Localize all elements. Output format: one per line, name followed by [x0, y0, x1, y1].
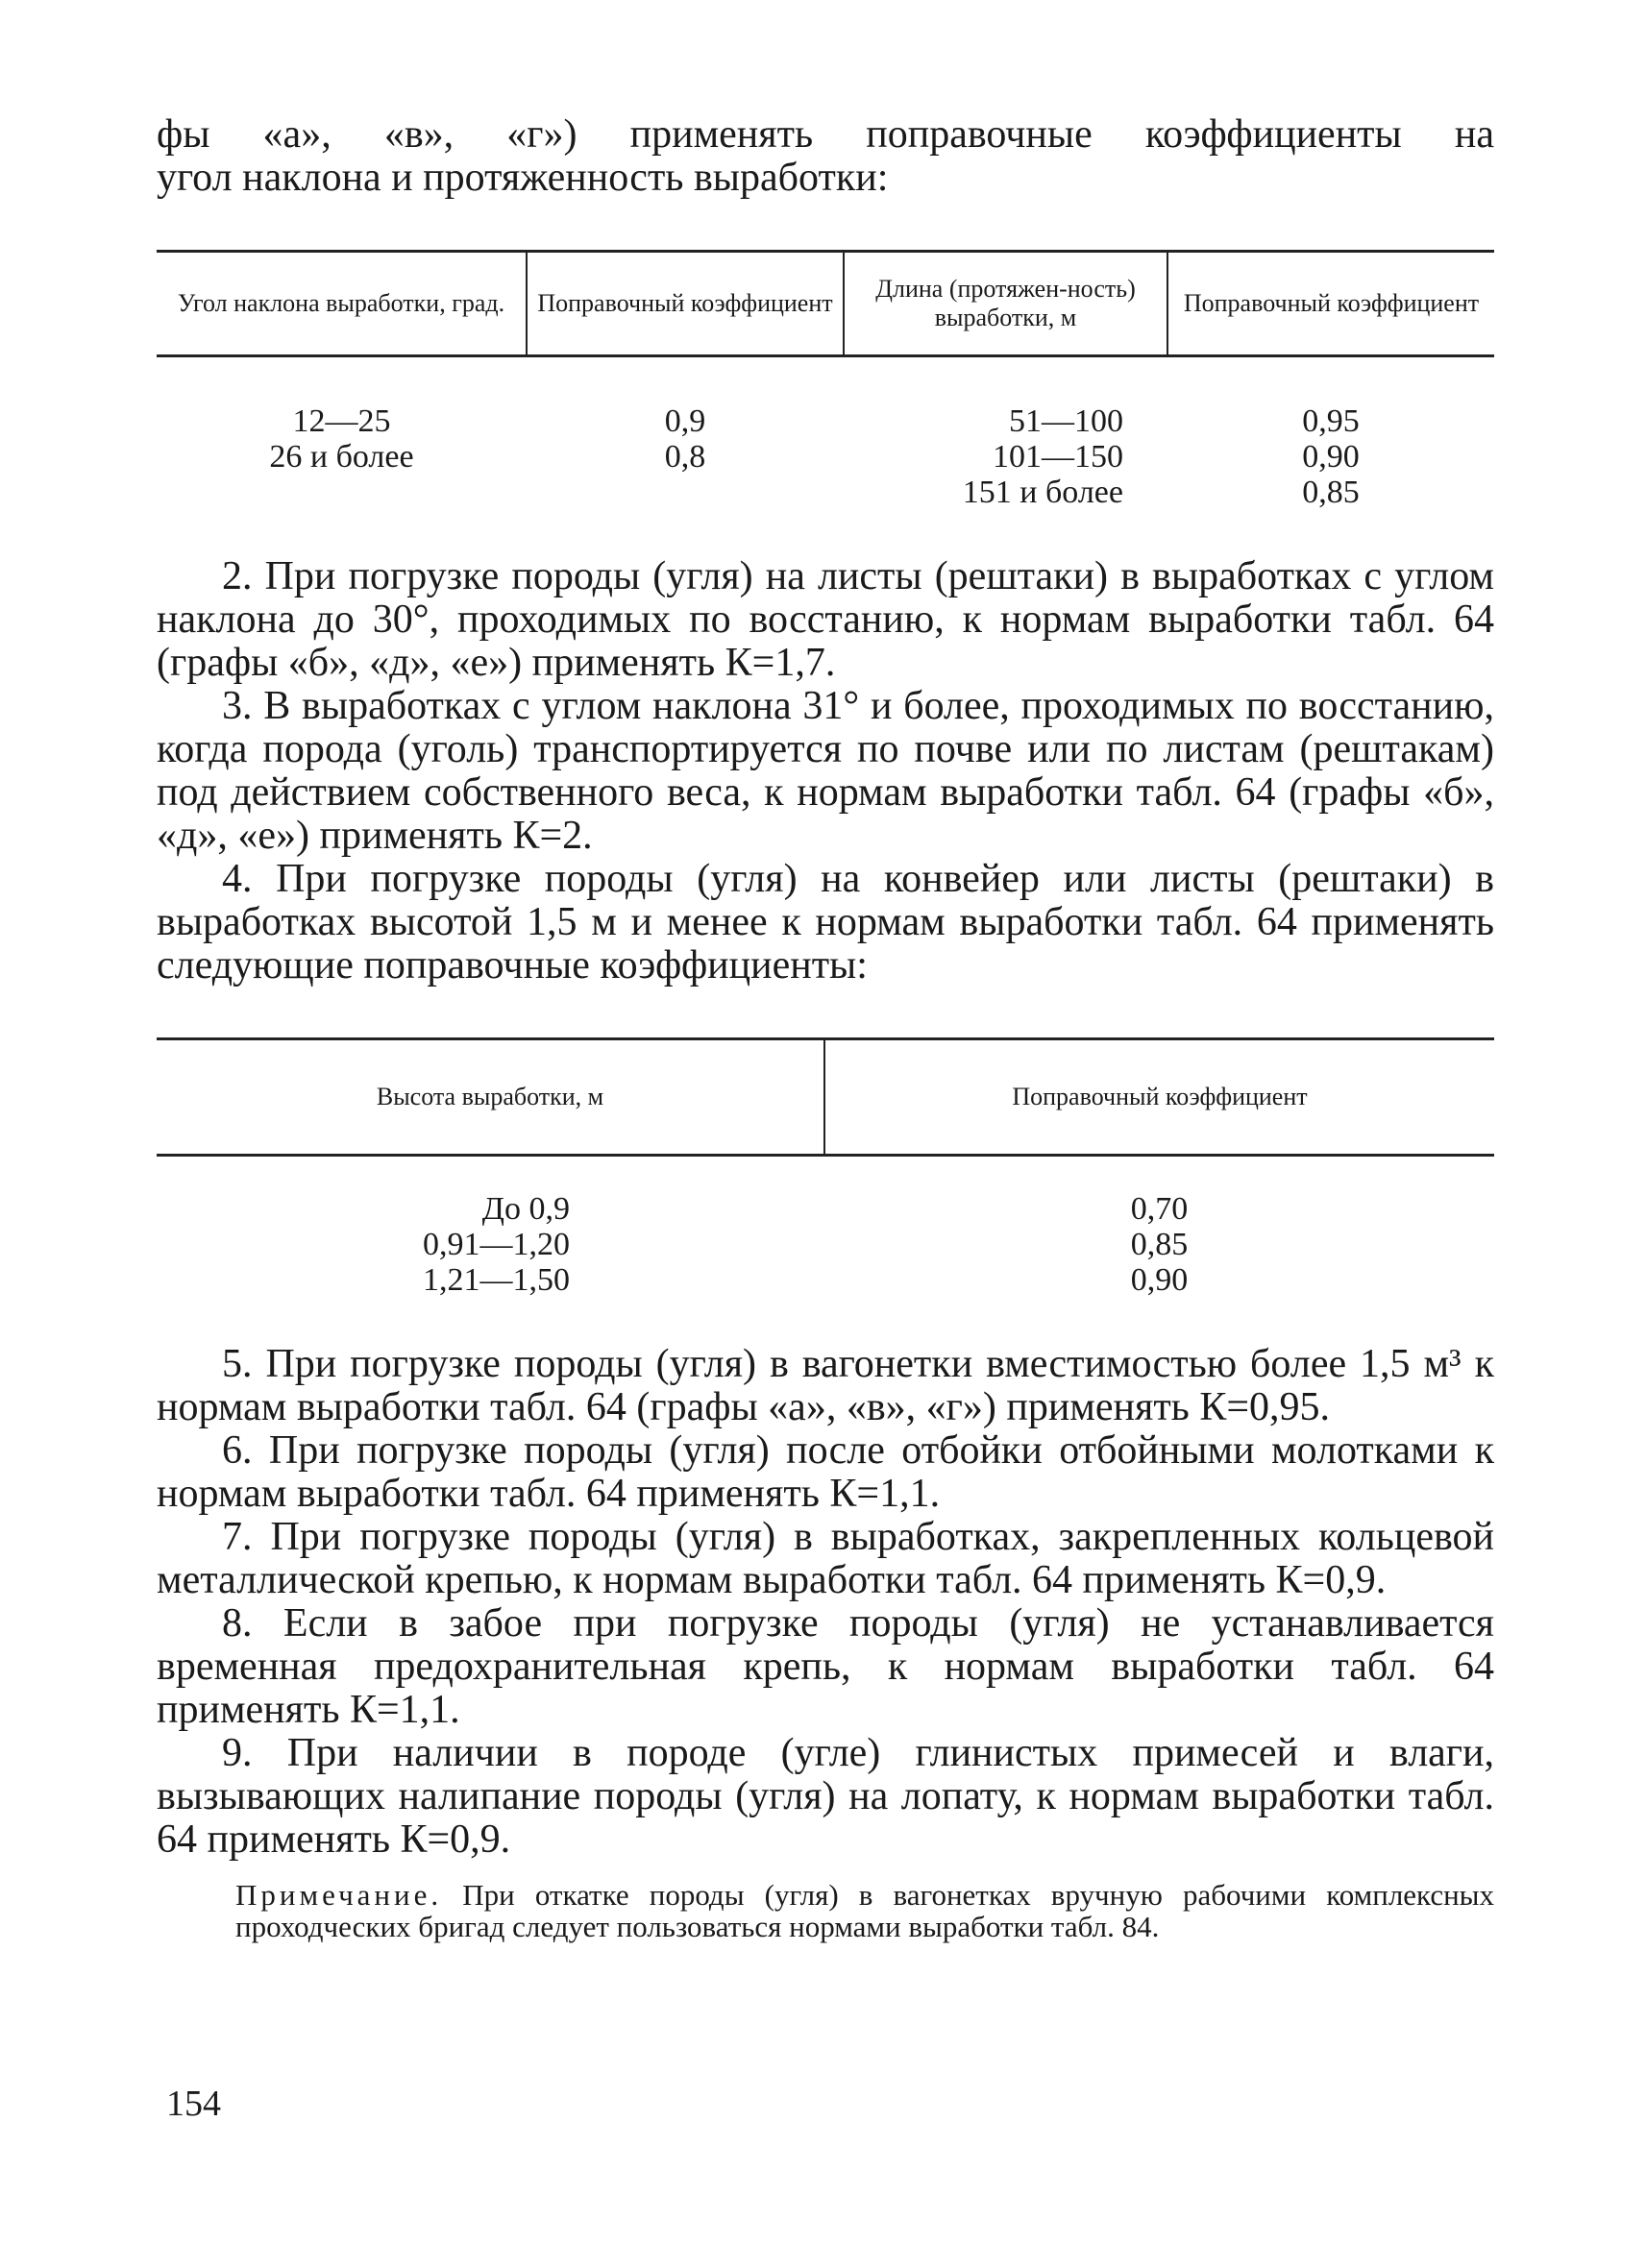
- table-row: [157, 1156, 1494, 1300]
- length-coefficient-value: 0,90: [1302, 439, 1360, 475]
- table-header-row: [157, 252, 1494, 356]
- paragraph-9: 9. При наличии в породе (угле) глинистых примесей и влаги, вызывающих налипание породы (угля) на лопату, к нормам выработки табл. 64 применять К=0,9.: [157, 1731, 1494, 1862]
- slope-coefficient-value: 0,8: [664, 439, 706, 475]
- paragraph-8: 8. Если в забое при погрузке породы (угля) не устанавливается временная предохранительная крепь, к нормам выработки табл. 64 применять К=1,1.: [157, 1601, 1494, 1732]
- height-coefficient-value: 0,90: [1130, 1262, 1189, 1298]
- slope-angle-value: 12—25: [292, 403, 391, 439]
- intro-line-2: угол наклона и протяженность выработки:: [157, 156, 889, 200]
- table-row: [157, 356, 1494, 512]
- length-coefficient-value: 0,95: [1302, 403, 1360, 439]
- length-value: 101—150: [993, 439, 1123, 475]
- length-value: 51—100: [1009, 403, 1123, 439]
- page-content: [157, 113, 1494, 1942]
- column-header-slope-angle: Угол наклона выработки, град.: [157, 252, 527, 356]
- height-value: 0,91—1,20: [423, 1227, 570, 1262]
- height-value: 1,21—1,50: [423, 1262, 570, 1298]
- table-cell: [1167, 356, 1494, 512]
- column-header-coefficient: Поправочный коэффициент: [824, 1039, 1494, 1156]
- height-coefficient-value: 0,85: [1130, 1227, 1189, 1262]
- length-value: 151 и более: [962, 475, 1123, 510]
- table-header-row: [157, 1039, 1494, 1156]
- note-text: При откатке породы (угля) в вагонетках вручную рабочими комплексных проходческих бригад следует пользоваться нормами выработки табл. 84.: [235, 1878, 1495, 1943]
- table-cell: [527, 356, 844, 512]
- paragraph-5: 5. При погрузке породы (угля) в вагонетки вместимостью более 1,5 м³ к нормам выработки табл. 64 (графы «а», «в», «г») применять К=0,95.: [157, 1342, 1494, 1429]
- paragraph-2: 2. При погрузке породы (угля) на листы (рештаки) в выработках с углом наклона до 30°, проходимых по восстанию, к нормам выработки табл. 64 (графы «б», «д», «е») применять К=1,7.: [157, 554, 1494, 685]
- table-cell: [157, 356, 527, 512]
- column-header-length-coefficient: Поправочный коэффициент: [1167, 252, 1494, 356]
- height-value: До 0,9: [481, 1191, 570, 1227]
- table-cell: [844, 356, 1167, 512]
- height-coefficient-value: 0,70: [1130, 1191, 1189, 1227]
- slope-coefficient-value: 0,9: [664, 403, 706, 439]
- table-cell: [157, 1156, 824, 1300]
- column-header-slope-coefficient: Поправочный коэффициент: [527, 252, 844, 356]
- length-coefficient-value: 0,85: [1302, 475, 1360, 510]
- column-header-length: Длина (протяжен-ность) выработки, м: [844, 252, 1167, 356]
- paragraph-3: 3. В выработках с углом наклона 31° и более, проходимых по восстанию, когда порода (уголь) транспортируется по почве или по листам (рештакам) под действием собственного веса, к нормам выработки табл. 64 (графы «б», «д», «е») применять К=2.: [157, 684, 1494, 858]
- column-header-height: Высота выработки, м: [157, 1039, 824, 1156]
- footnote: [157, 1879, 1494, 1942]
- paragraph-7: 7. При погрузке породы (угля) в выработках, закрепленных кольцевой металлической крепью, к нормам выработки табл. 64 применять К=0,9.: [157, 1515, 1494, 1602]
- table-cell: [824, 1156, 1494, 1300]
- note-label: Примечание.: [235, 1878, 443, 1912]
- page-number: 154: [166, 2084, 221, 2124]
- height-coefficient-table: [157, 1037, 1494, 1299]
- slope-length-coefficient-table: [157, 250, 1494, 511]
- paragraph-4: 4. При погрузке породы (угля) на конвейер или листы (рештаки) в выработках высотой 1,5 м и менее к нормам выработки табл. 64 применять следующие поправочные коэффициенты:: [157, 857, 1494, 988]
- intro-line-1: фы «а», «в», «г») применять поправочные коэффициенты на: [157, 112, 1494, 157]
- slope-angle-value: 26 и более: [269, 439, 414, 475]
- paragraph-6: 6. При погрузке породы (угля) после отбойки отбойными молотками к нормам выработки табл. 64 применять К=1,1.: [157, 1428, 1494, 1516]
